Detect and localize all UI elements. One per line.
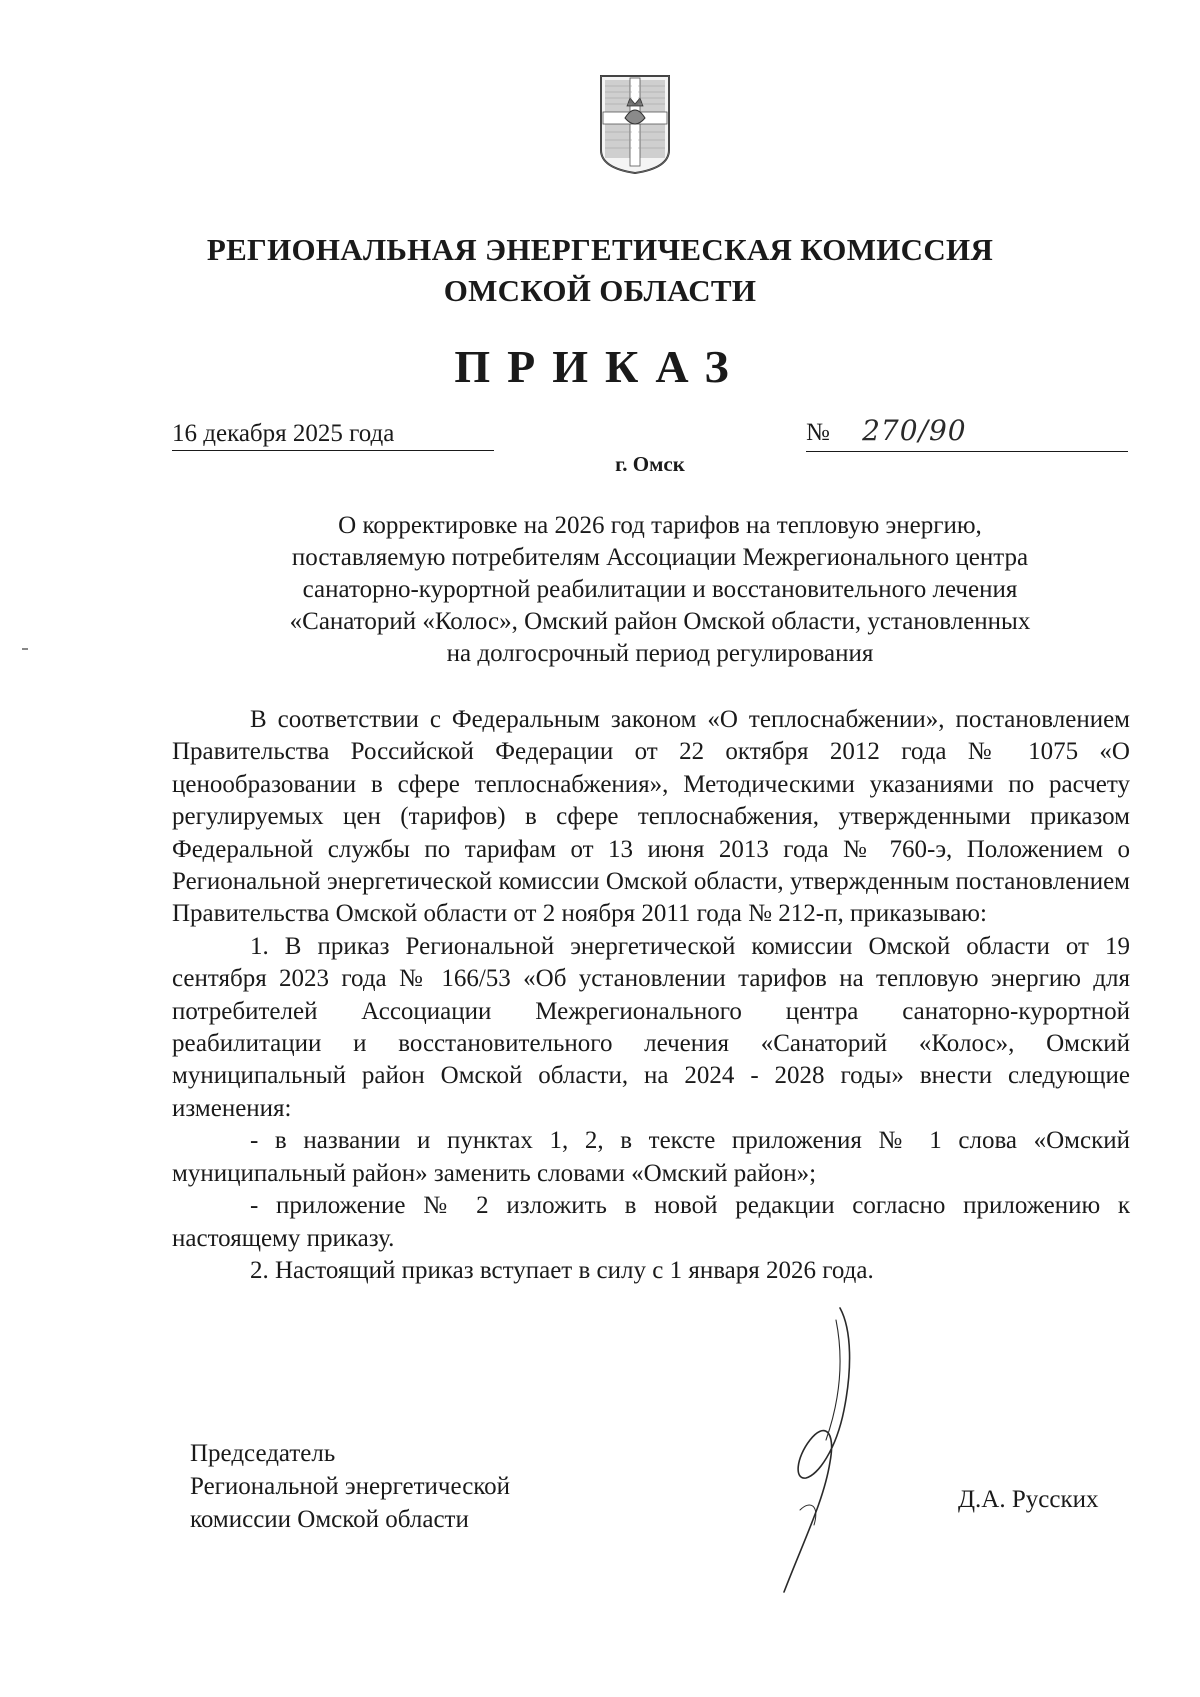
item-1-subitem-1: - в названии и пунктах 1, 2, в тексте приложения № 1 слова «Омский муниципальный район» заменить словами «Омский район»;	[172, 1127, 1130, 1187]
signer-name: Д.А. Русских	[958, 1486, 1099, 1513]
handwritten-signature	[740, 1300, 880, 1600]
document-date: 16 декабря 2025 года	[172, 420, 494, 451]
item-1-paragraph: 1. В приказ Региональной энергетической комиссии Омской области от 19 сентября 2023 года № 166/53 «Об установлении тарифов на тепловую энергию для потребителей Ассоциации Межрегионального центра санаторно-курортной реабилитации и восстановительного лечения «Санаторий «Колос», Омский муниципальный район Омской области, на 2024 - 2028 годы» внести следующие изменения:	[172, 932, 1130, 1122]
signer-position-line: комиссии Омской области	[190, 1506, 469, 1533]
document-city: г. Омск	[615, 452, 685, 476]
scan-margin-mark	[22, 648, 28, 650]
title-line: О корректировке на 2026 год тарифов на тепловую энергию,	[338, 512, 982, 539]
title-line: поставляемую потребителям Ассоциации Межрегионального центра	[291, 544, 1029, 571]
preamble-paragraph: В соответствии с Федеральным законом «О теплоснабжении», постановлением Правительства Российской Федерации от 22 октября 2012 года № 1075 «О ценообразовании в сфере теплоснабжения», Методическими указаниями по расчету регулируемых цен (тарифов) в сфере теплоснабжения, утвержденными приказом Федеральной службы по тарифам от 13 июня 2013 года № 760-э, Положением о Региональной энергетической комиссии Омской области, утвержденным постановлением Правительства Омской области от 2 ноября 2011 года № 212-п, приказываю:	[172, 706, 1130, 928]
document-body	[172, 704, 1130, 1287]
title-line: «Санаторий «Колос», Омский район Омской области, установленных	[289, 608, 1031, 635]
document-title	[160, 510, 1160, 670]
document-number	[806, 414, 1128, 452]
number-handwritten: 270/90	[862, 414, 967, 447]
item-1-subitem-2: - приложение № 2 изложить в новой редакции согласно приложению к настоящему приказу.	[172, 1192, 1130, 1252]
signer-position-line: Председатель	[190, 1440, 336, 1467]
org-name-line-1: РЕГИОНАЛЬНАЯ ЭНЕРГЕТИЧЕСКАЯ КОМИССИЯ	[206, 232, 994, 267]
org-name-line-2: ОМСКОЙ ОБЛАСТИ	[443, 273, 757, 308]
title-line: санаторно-курортной реабилитации и восстановительного лечения	[302, 576, 1018, 603]
item-2-paragraph: 2. Настоящий приказ вступает в силу с 1 января 2026 года.	[250, 1256, 874, 1284]
coat-of-arms-icon	[597, 72, 673, 176]
title-line: на долгосрочный период регулирования	[446, 640, 874, 667]
number-sign: №	[806, 419, 830, 446]
signer-position	[190, 1437, 510, 1536]
document-type: ПРИКАЗ	[454, 341, 746, 392]
signer-position-line: Региональной энергетической	[190, 1473, 511, 1500]
